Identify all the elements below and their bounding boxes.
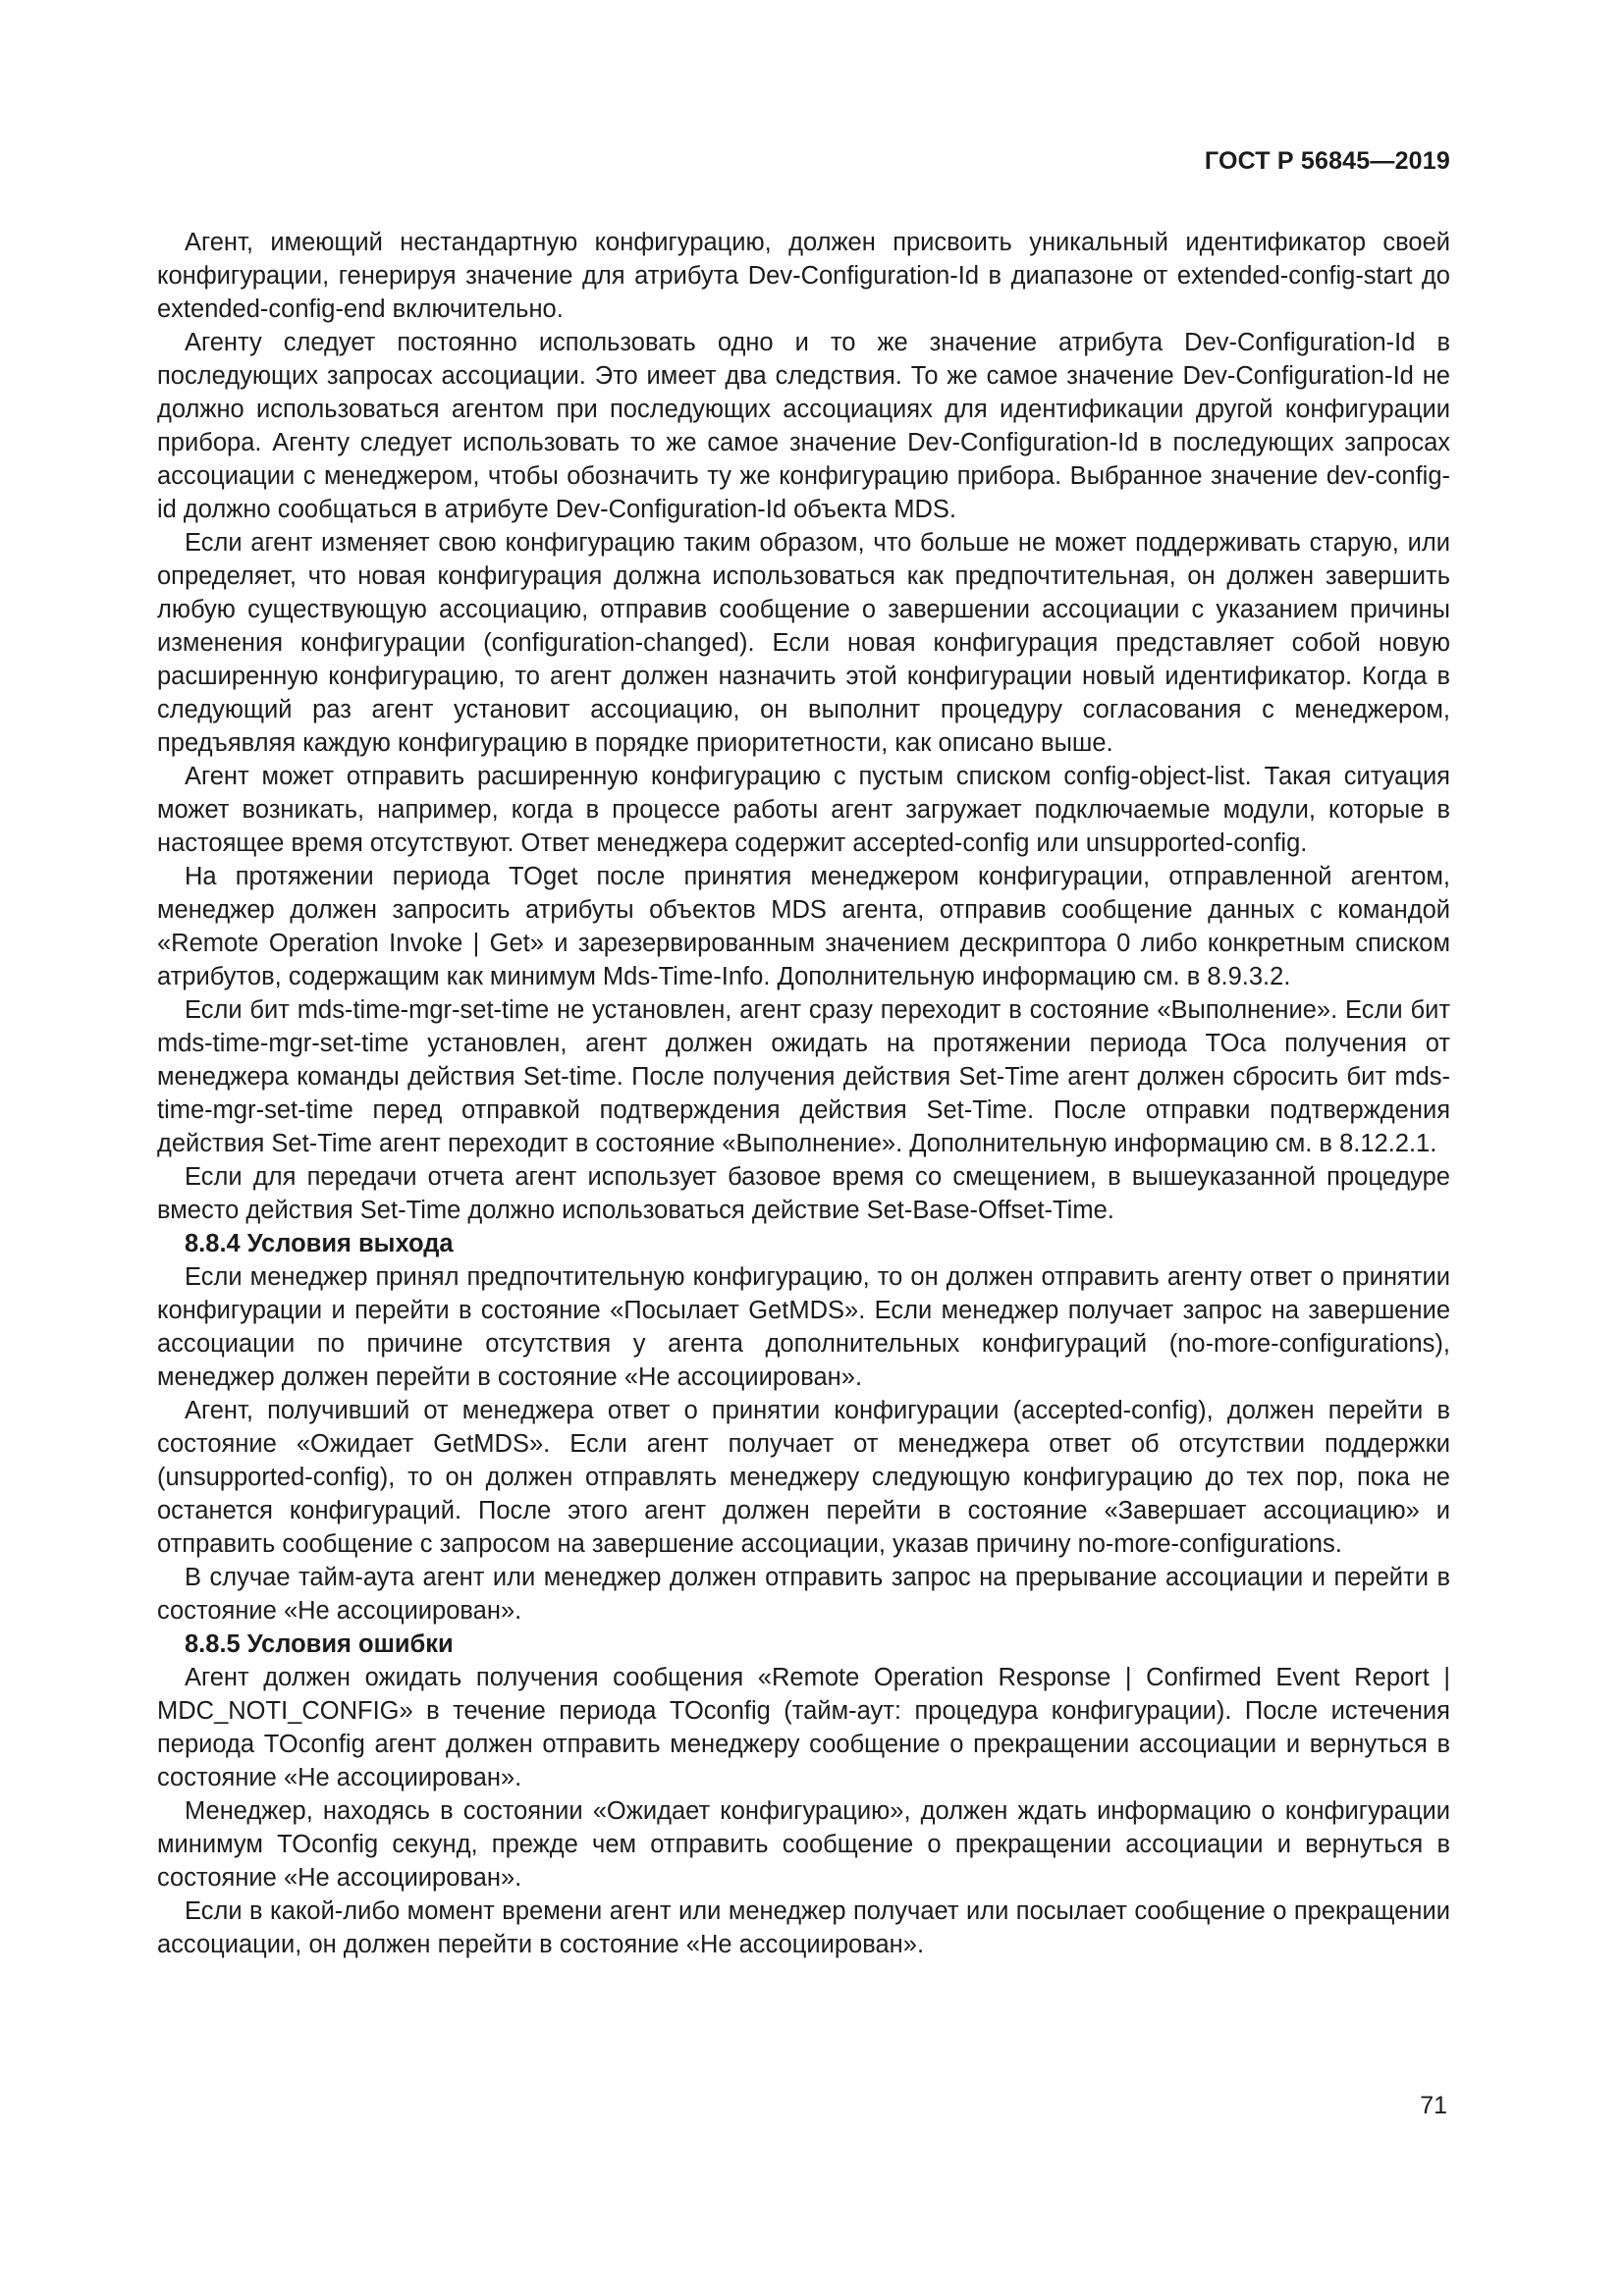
- paragraph: Если бит mds-time-mgr-set-time не установлен, агент сразу переходит в состояние «Выполнение». Если бит mds-time-mgr-set-time установлен, агент должен ожидать на протяжении периода TOca получения от менеджера команды действия Set-time. После получения действия Set-Time агент должен сбросить бит mds-time-mgr-set-time перед отправкой подтверждения действия Set-Time. После отправки подтверждения действия Set-Time агент переходит в состояние «Выполнение». Дополнительную информацию см. в 8.12.2.1.: [157, 996, 1450, 1157]
- document-header: ГОСТ Р 56845—2019: [1204, 147, 1450, 175]
- paragraph: Агент, имеющий нестандартную конфигурацию, должен присвоить уникальный идентификатор своей конфигурации, генерируя значение для атрибута Dev-Configuration-Id в диапазоне от extended-config-start до extended-config-end включительно.: [157, 229, 1450, 323]
- paragraph: На протяжении периода TOget после принятия менеджером конфигурации, отправленной агентом, менеджер должен запросить атрибуты объектов MDS агента, отправив сообщение данных с командой «Remote Operation Invoke | Get» и зарезервированным значением дескриптора 0 либо конкретным списком атрибутов, содержащим как минимум Mds-Time-Info. Дополнительную информацию см. в 8.9.3.2.: [157, 863, 1450, 990]
- paragraph: Если в какой-либо момент времени агент или менеджер получает или посылает сообщение о прекращении ассоциации, он должен перейти в состояние «Не ассоциирован».: [157, 1897, 1450, 1958]
- paragraph: Менеджер, находясь в состоянии «Ожидает конфигурацию», должен ждать информацию о конфигурации минимум TOconfig секунд, прежде чем отправить сообщение о прекращении ассоциации и вернуться в состояние «Не ассоциирован».: [157, 1797, 1450, 1892]
- paragraph: Агент должен ожидать получения сообщения «Remote Operation Response | Confirmed Event Report | MDC_NOTI_CONFIG» в течение периода TOconfig (тайм-аут: процедура конфигурации). После истечения периода TOconfig агент должен отправить менеджеру сообщение о прекращении ассоциации и вернуться в состояние «Не ассоциирован».: [157, 1664, 1450, 1791]
- page-number: 71: [1420, 2092, 1447, 2119]
- paragraph: Агенту следует постоянно использовать одно и то же значение атрибута Dev-Configuration-Id в последующих запросах ассоциации. Это имеет два следствия. То же самое значение Dev-Configuration-Id не должно использоваться агентом при последующих ассоциациях для идентификации другой конфигурации прибора. Агенту следует использовать то же самое значение Dev-Configuration-Id в последующих запросах ассоциации с менеджером, чтобы обозначить ту же конфигурацию прибора. Выбранное значение dev-config-id должно сообщаться в атрибуте Dev-Configuration-Id объекта MDS.: [157, 329, 1450, 523]
- paragraph: Агент, получивший от менеджера ответ о принятии конфигурации (accepted-config), должен перейти в состояние «Ожидает GetMDS». Если агент получает от менеджера ответ об отсутствии поддержки (unsupported-config), то он должен отправлять менеджеру следующую конфигурацию до тех пор, пока не останется конфигураций. После этого агент должен перейти в состояние «Завершает ассоциацию» и отправить сообщение с запросом на завершение ассоциации, указав причину no-more-configurations.: [157, 1397, 1450, 1558]
- paragraph: Если для передачи отчета агент использует базовое время со смещением, в вышеуказанной процедуре вместо действия Set-Time должно использоваться действие Set-Base-Offset-Time.: [157, 1163, 1450, 1224]
- document-body: [157, 226, 1450, 1961]
- paragraph: Агент может отправить расширенную конфигурацию с пустым списком config-object-list. Такая ситуация может возникать, например, когда в процессе работы агент загружает подключаемые модули, которые в настоящее время отсутствуют. Ответ менеджера содержит accepted-config или unsupported-config.: [157, 763, 1450, 857]
- paragraph: В случае тайм-аута агент или менеджер должен отправить запрос на прерывание ассоциации и перейти в состояние «Не ассоциирован».: [157, 1564, 1450, 1625]
- paragraph: Если менеджер принял предпочтительную конфигурацию, то он должен отправить агенту ответ о принятии конфигурации и перейти в состояние «Посылает GetMDS». Если менеджер получает запрос на завершение ассоциации по причине отсутствия у агента дополнительных конфигураций (no-more-configurations), менеджер должен перейти в состояние «Не ассоциирован».: [157, 1263, 1450, 1391]
- section-heading-8-8-5: 8.8.5 Условия ошибки: [185, 1630, 454, 1658]
- section-heading-8-8-4: 8.8.4 Условия выхода: [185, 1230, 454, 1257]
- paragraph: Если агент изменяет свою конфигурацию таким образом, что больше не может поддерживать старую, или определяет, что новая конфигурация должна использоваться как предпочтительная, он должен завершить любую существующую ассоциацию, отправив сообщение о завершении ассоциации с указанием причины изменения конфигурации (configuration-changed). Если новая конфигурация представляет собой новую расширенную конфигурацию, то агент должен назначить этой конфигурации новый идентификатор. Когда в следующий раз агент установит ассоциацию, он выполнит процедуру согласования с менеджером, предъявляя каждую конфигурацию в порядке приоритетности, как описано выше.: [157, 529, 1450, 757]
